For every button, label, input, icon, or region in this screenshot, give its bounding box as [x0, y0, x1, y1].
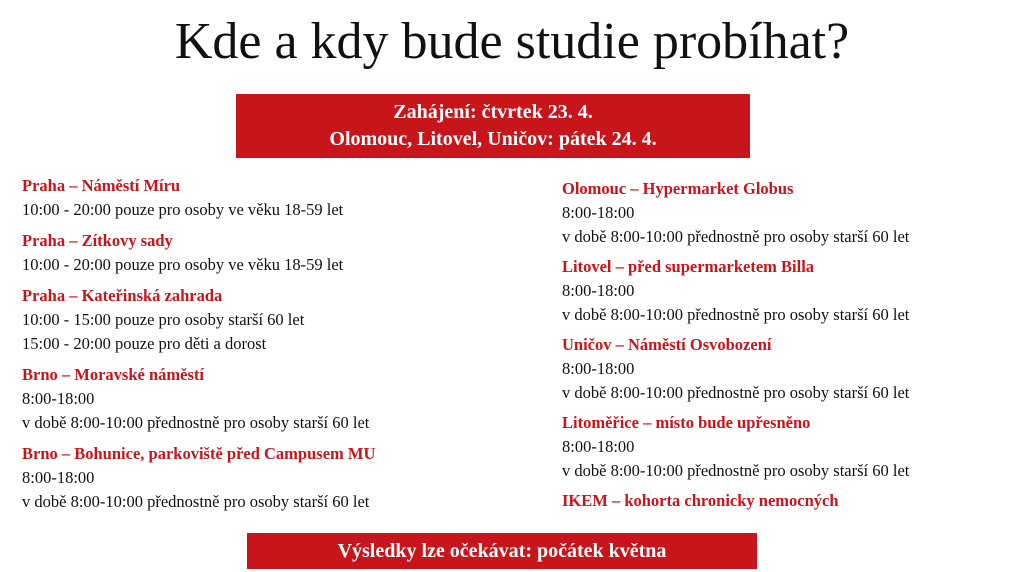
location-block [562, 255, 1002, 327]
location-name: Litovel – před supermarketem Billa [562, 257, 815, 276]
location-block [22, 174, 542, 222]
right-locations-column [562, 177, 1002, 519]
location-name: Praha – Zítkovy sady [22, 231, 173, 250]
location-block [22, 229, 542, 277]
olomouc-start-line: Olomouc, Litovel, Uničov: pátek 24. 4. [329, 128, 657, 150]
location-schedule-line: 8:00-18:00 [22, 389, 95, 408]
location-block [562, 333, 1002, 405]
slide-title: Kde a kdy bude studie probíhat? [174, 13, 850, 70]
location-schedule-line: 10:00 - 20:00 pouze pro osoby ve věku 18-59 let [22, 255, 344, 274]
location-block [562, 489, 1002, 513]
location-schedule-line: 8:00-18:00 [562, 281, 635, 300]
location-block [22, 284, 542, 356]
start-date-banner [236, 94, 750, 158]
location-schedule-line: 10:00 - 15:00 pouze pro osoby starší 60 let [22, 310, 305, 329]
location-name: Praha – Kateřinská zahrada [22, 286, 223, 305]
location-schedule-line: v době 8:00-10:00 přednostně pro osoby starší 60 let [562, 305, 910, 324]
location-schedule-line: 8:00-18:00 [562, 437, 635, 456]
location-schedule-line: 15:00 - 20:00 pouze pro děti a dorost [22, 334, 267, 353]
location-name: Litoměřice – místo bude upřesněno [562, 413, 811, 432]
location-block [562, 411, 1002, 483]
location-schedule-line: v době 8:00-10:00 přednostně pro osoby starší 60 let [562, 227, 910, 246]
location-name: Uničov – Náměstí Osvobození [562, 335, 772, 354]
results-banner: Výsledky lze očekávat: počátek května [247, 533, 757, 569]
location-name: Olomouc – Hypermarket Globus [562, 179, 794, 198]
location-block [562, 177, 1002, 249]
location-schedule-line: v době 8:00-10:00 přednostně pro osoby starší 60 let [562, 383, 910, 402]
location-schedule-line: 8:00-18:00 [22, 468, 95, 487]
location-name: Brno – Bohunice, parkoviště před Campusem MU [22, 444, 376, 463]
location-schedule-line: v době 8:00-10:00 přednostně pro osoby starší 60 let [22, 492, 370, 511]
location-name: Brno – Moravské náměstí [22, 365, 204, 384]
location-schedule-line: 10:00 - 20:00 pouze pro osoby ve věku 18-59 let [22, 200, 344, 219]
location-block [22, 363, 542, 435]
location-schedule-line: 8:00-18:00 [562, 359, 635, 378]
location-schedule-line: v době 8:00-10:00 přednostně pro osoby starší 60 let [22, 413, 370, 432]
location-name: Praha – Náměstí Míru [22, 176, 181, 195]
location-name: IKEM – kohorta chronicky nemocných [562, 491, 839, 510]
location-schedule-line: v době 8:00-10:00 přednostně pro osoby starší 60 let [562, 461, 910, 480]
left-locations-column [22, 174, 542, 521]
start-date-line: Zahájení: čtvrtek 23. 4. [393, 101, 593, 123]
location-block [22, 442, 542, 514]
location-schedule-line: 8:00-18:00 [562, 203, 635, 222]
